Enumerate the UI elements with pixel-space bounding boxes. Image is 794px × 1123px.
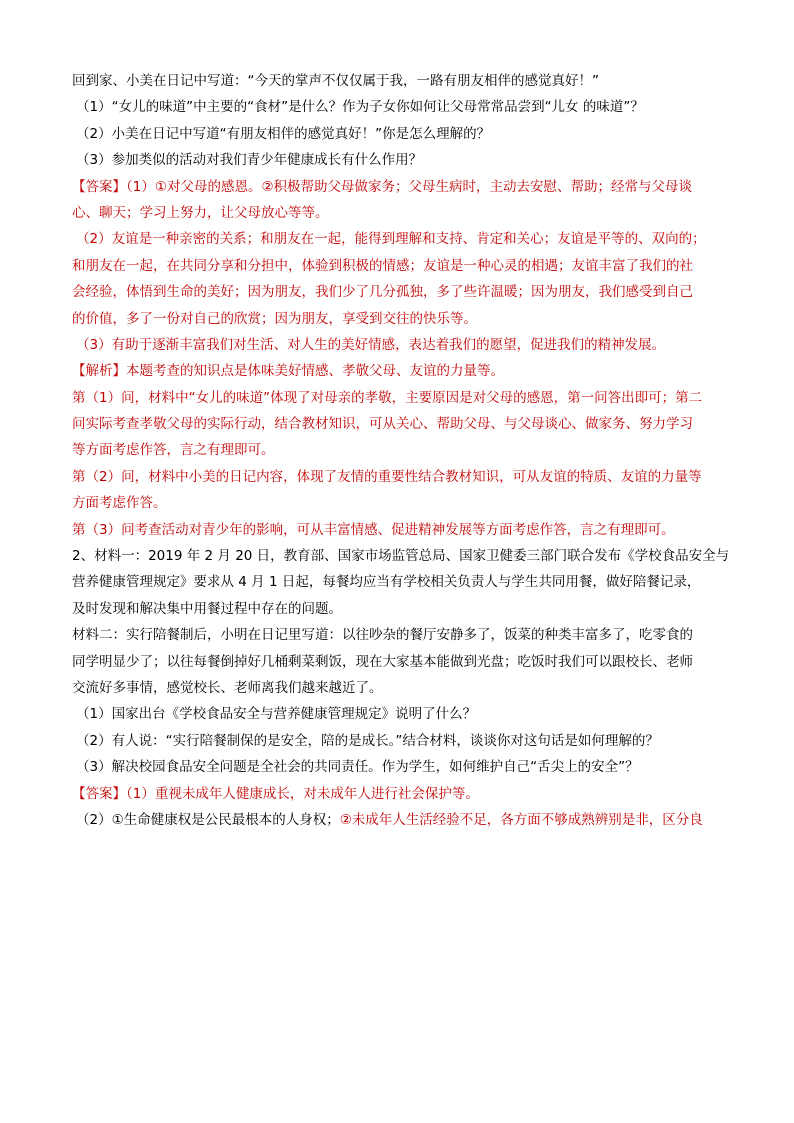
- q2-material-line-3: 及时发现和解决集中用餐过程中存在的问题。: [72, 600, 342, 617]
- q1-answer-line-2: 心、聊天；学习上努力，让父母放心等等。: [72, 204, 329, 221]
- q2-material-line-2: 营养健康管理规定》要求从 4 月 1 日起，每餐均应当有学校相关负责人与学生共同用餐，做好陪餐记录，: [72, 574, 701, 591]
- q1-analysis-line-3: 问实际考查孝敬父母的实际行动，结合教材知识，可从关心、帮助父母、与父母谈心、做家务、努力学习: [72, 416, 693, 433]
- q2-answer-text-2-red: ②未成年人生活经验不足，各方面不够成熟辨别是非，区分良: [339, 811, 703, 828]
- q1-analysis-line-5: 第（2）问，材料中小美的日记内容，体现了友情的重要性结合教材知识，可从友谊的特质、友谊的力量等: [72, 468, 702, 485]
- q2-question-3: （3）解决校园食品安全问题是全社会的共同责任。作为学生，如何维护自己“舌尖上的安全”？: [76, 759, 639, 776]
- q2-material-line-5: 同学明显少了；以往每餐倒掉好几桶剩菜剩饭，现在大家基本能做到光盘；吃饭时我们可以跟校长、老师: [72, 653, 693, 670]
- q1-answer-text-1: （1）①对父母的感恩。②积极帮助父母做家务；父母生病时，主动去安慰、帮助；经常与父母谈: [126, 178, 693, 195]
- q1-analysis-line-6: 方面考虑作答。: [72, 495, 167, 512]
- q1-question-1: （1）“女儿的味道”中主要的“食材”是什么？作为子女你如何让父母常常品尝到“儿女 的味道”？: [76, 99, 644, 116]
- q1-answer-line-7: （3）有助于逐渐丰富我们对生活、对人生的美好情感，表达着我们的愿望，促进我们的精神发展。: [76, 336, 666, 353]
- analysis-tag: 【解析】: [72, 363, 126, 380]
- q1-answer-line-3: （2）友谊是一种亲密的关系；和朋友在一起，能得到理解和支持、肯定和关心；友谊是平等的、双向的；: [76, 231, 706, 248]
- q1-question-3: （3）参加类似的活动对我们青少年健康成长有什么作用？: [76, 152, 423, 169]
- q2-answer-line-1: [72, 781, 732, 807]
- q2-material-line-4: 材料二：实行陪餐制后，小明在日记里写道：以往吵杂的餐厅安静多了，饭菜的种类丰富多了，吃零食的: [72, 627, 693, 644]
- q1-analysis-line-7: 第（3）问考查活动对青少年的影响，可从丰富情感、促进精神发展等方面考虑作答，言之有理即可。: [72, 521, 675, 538]
- q2-material-line-6: 交流好多事情，感觉校长、老师离我们越来越近了。: [72, 679, 383, 696]
- q2-question-2: （2）有人说：“实行陪餐制保的是安全，陪的是成长。”结合材料，谈谈你对这句话是如何理解的？: [76, 732, 659, 749]
- q2-question-1: （1）国家出台《学校食品安全与营养健康管理规定》说明了什么？: [76, 706, 477, 723]
- q1-analysis-text-1: 本题考查的知识点是体味美好情感、孝敬父母、友谊的力量等。: [126, 363, 504, 380]
- answer-tag: 【答案】: [72, 178, 126, 195]
- q2-answer-line-2: [72, 807, 732, 833]
- q1-question-2: （2）小美在日记中写道“有朋友相伴的感觉真好！”你是怎么理解的？: [76, 125, 491, 142]
- q1-answer-line-6: 的价值，多了一份对自己的欣赏；因为朋友，享受到交往的快乐等。: [72, 310, 477, 327]
- q1-intro: 回到家、小美在日记中写道：“今天的掌声不仅仅属于我，一路有朋友相伴的感觉真好！”: [72, 73, 599, 89]
- q1-analysis-line-2: 第（1）问，材料中“女儿的味道”体现了对母亲的孝敬，主要原因是对父母的感恩，第一问答出即可；第二: [72, 389, 703, 406]
- q2-answer-text-1: （1）重视未成年人健康成长，对未成年人进行社会保护等。: [126, 785, 479, 802]
- q1-analysis-line-1: [72, 358, 732, 384]
- q2-answer-text-2-black: （2）①生命健康权是公民最根本的人身权；: [76, 811, 340, 828]
- q1-answer-line-1: [72, 174, 732, 200]
- q2-material-line-1: 2、材料一：2019 年 2 月 20 日，教育部、国家市场监管总局、国家卫健委三部门联合发布《学校食品安全与: [72, 548, 730, 565]
- q1-answer-line-5: 会经验，体悟到生命的美好；因为朋友，我们少了几分孤独，多了些许温暖；因为朋友，我们感受到自己: [72, 284, 693, 301]
- q1-analysis-line-4: 等方面考虑作答，言之有理即可。: [72, 442, 275, 459]
- q1-answer-line-4: 和朋友在一起，在共同分享和分担中，体验到积极的情感；友谊是一种心灵的相遇；友谊丰富了我们的社: [72, 257, 693, 274]
- document-page: [72, 68, 732, 833]
- answer-tag: 【答案】: [72, 785, 126, 802]
